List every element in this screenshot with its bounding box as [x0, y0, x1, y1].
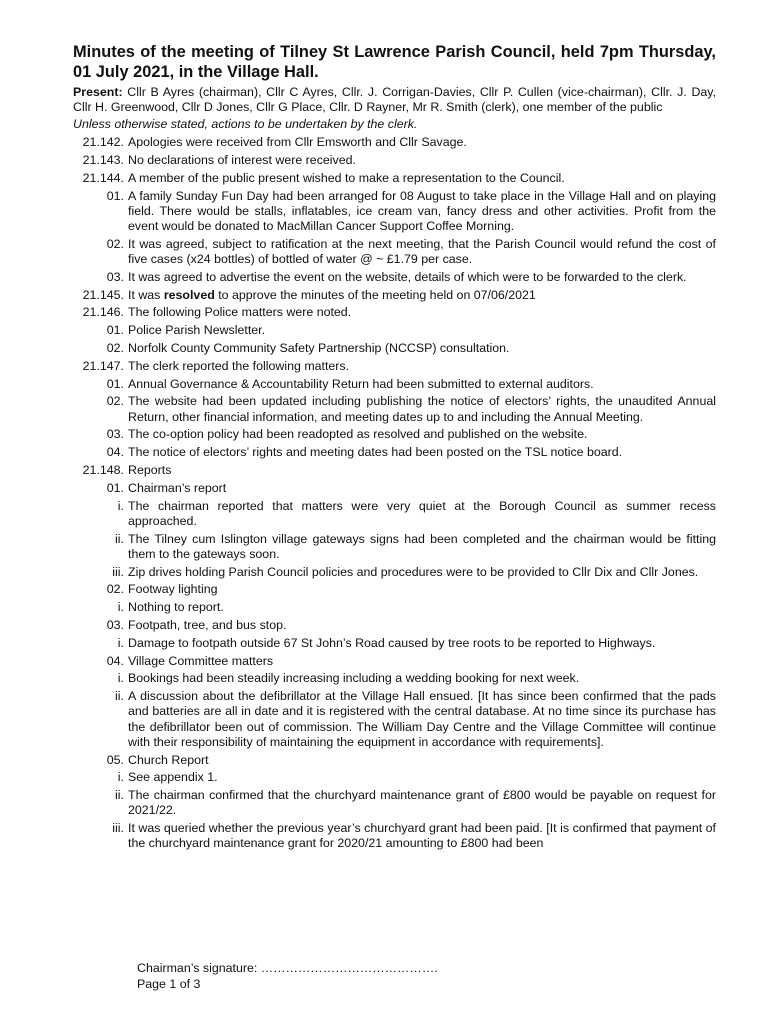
chairman-signature-line: Chairman’s signature: ……………………………………. — [137, 961, 438, 975]
item-number: 01. — [106, 188, 124, 203]
minute-subsubitem — [73, 499, 716, 529]
minute-item — [73, 463, 716, 478]
item-number: ii. — [115, 788, 124, 803]
minute-subsubitem — [73, 532, 716, 562]
item-text: Apologies were received from Cllr Emsworth and Cllr Savage. — [128, 135, 467, 150]
item-number: i. — [117, 498, 124, 513]
item-text: A member of the public present wished to make a representation to the Council. — [128, 170, 565, 185]
minute-subitem — [73, 427, 716, 442]
item-number: 21.144. — [82, 170, 124, 185]
minute-subsubitem — [73, 636, 716, 651]
item-text: Police Parish Newsletter. — [128, 323, 266, 338]
minute-subsubitem — [73, 788, 716, 818]
item-text: It was queried whether the previous year’s churchyard grant had been paid. [It is confirmed that payment of the churchyard maintenance grant for 2020/21 amounting to £800 had been — [128, 821, 716, 851]
minute-subitem — [73, 377, 716, 392]
item-text: The chairman confirmed that the churchyard maintenance grant of £800 would be payable on request for 2021/22. — [128, 788, 716, 818]
minute-subitem — [73, 323, 716, 338]
item-text: It was agreed to advertise the event on the website, details of which were to be forwarded to the clerk. — [128, 269, 687, 284]
minute-subsubitem — [73, 821, 716, 851]
minute-subitem — [73, 270, 716, 285]
item-number: 05. — [106, 752, 124, 767]
page-footer — [137, 960, 438, 992]
minute-subsubitem — [73, 565, 716, 580]
item-text: Nothing to report. — [128, 600, 224, 615]
item-text: Chairman’s report — [128, 480, 227, 495]
item-text: A family Sunday Fun Day had been arranged for 08 August to take place in the Village Hall and on playing field. There would be stalls, inflatables, ice cream van, fancy dress and other activities. Profit from the event would be donated to MacMillan Cancer Support Coffee Morning. — [128, 188, 716, 233]
item-number: 21.145. — [82, 287, 124, 302]
item-text: Zip drives holding Parish Council policies and procedures were to be provided to Cllr Dix and Cllr Jones. — [128, 564, 699, 579]
item-text: The following Police matters were noted. — [128, 305, 352, 320]
item-text: No declarations of interest were received. — [128, 153, 356, 167]
present-label: Present: — [73, 85, 123, 99]
item-number: 04. — [106, 445, 124, 460]
minute-subsubitem — [73, 600, 716, 615]
item-text: Village Committee matters — [128, 653, 274, 668]
item-number: 03. — [106, 269, 124, 284]
minute-subitem — [73, 341, 716, 356]
item-text: Footway lighting — [128, 582, 218, 597]
item-text: The Tilney cum Islington village gateways signs had been completed and the chairman would be fitting them to the gateways soon. — [128, 531, 716, 561]
item-number: 02. — [106, 582, 124, 597]
item-number: ii. — [115, 689, 124, 704]
present-paragraph — [73, 85, 716, 115]
minute-subitem — [73, 753, 716, 768]
item-number: 04. — [106, 653, 124, 668]
minute-item — [73, 305, 716, 320]
item-number: 02. — [106, 394, 124, 409]
item-number: ii. — [115, 531, 124, 546]
item-number: 03. — [106, 427, 124, 442]
item-text: Church Report — [128, 752, 209, 767]
minute-subitem — [73, 481, 716, 496]
item-text: Damage to footpath outside 67 St John’s Road caused by tree roots to be reported to Highways. — [128, 635, 656, 650]
item-text: The co-option policy had been readopted as resolved and published on the website. — [128, 427, 588, 442]
item-number: iii. — [112, 821, 124, 836]
minute-subitem — [73, 445, 716, 460]
item-number: 21.142. — [82, 135, 124, 150]
item-text: The notice of electors’ rights and meeting dates had been posted on the TSL notice board. — [128, 445, 623, 460]
minute-subsubitem — [73, 770, 716, 785]
minute-subsubitem — [73, 689, 716, 750]
item-number: 01. — [106, 323, 124, 338]
minute-item — [73, 153, 716, 168]
item-text-pre: It was — [128, 287, 164, 302]
item-number: 21.147. — [82, 358, 124, 373]
minute-subitem — [73, 394, 716, 424]
minutes-document — [73, 42, 716, 852]
item-text: A discussion about the defibrillator at the Village Hall ensued. [It has since been confirmed that the pads and batteries are all in date and it is registered with the central database. At no time since its purchase has the defibrillator been out of commission. The William Day Centre and the Village Committee will continue with their responsibility of maintaining the equipment in accordance with requirements]. — [128, 689, 716, 749]
item-text: The clerk reported the following matters. — [128, 358, 350, 373]
item-number: i. — [117, 770, 124, 785]
item-number: 02. — [106, 340, 124, 355]
item-text: Annual Governance & Accountability Return had been submitted to external auditors. — [128, 376, 594, 391]
item-number: iii. — [112, 564, 124, 579]
actions-note: Unless otherwise stated, actions to be undertaken by the clerk. — [73, 117, 418, 132]
item-text: Footpath, tree, and bus stop. — [128, 617, 287, 632]
item-number: 03. — [106, 617, 124, 632]
item-text: Bookings had been steadily increasing including a wedding booking for next week. — [128, 671, 580, 686]
item-text: The chairman reported that matters were very quiet at the Borough Council as summer recess approached. — [128, 498, 716, 528]
item-number: i. — [117, 600, 124, 615]
item-text: Norfolk County Community Safety Partnership (NCCSP) consultation. — [128, 340, 510, 355]
minute-item — [73, 359, 716, 374]
minute-subsubitem — [73, 671, 716, 686]
document-title: Minutes of the meeting of Tilney St Lawrence Parish Council, held 7pm Thursday, 01 July 2021, in the Village Hall. — [73, 43, 716, 81]
item-text: The website had been updated including publishing the notice of electors’ rights, the unaudited Annual Return, other financial information, and meeting dates up to and including the Annual Meeting. — [128, 394, 716, 424]
item-number: i. — [117, 671, 124, 686]
present-list: Cllr B Ayres (chairman), Cllr C Ayres, Cllr. J. Corrigan-Davies, Cllr P. Cullen (vice-chairman), Cllr. J. Day, Cllr H. Greenwood, Cllr D Jones, Cllr G Place, Cllr. D Rayner, Mr R. Smith (clerk), one member of the public — [73, 85, 716, 115]
minute-subitem — [73, 189, 716, 235]
item-number: 01. — [106, 376, 124, 391]
item-number: i. — [117, 635, 124, 650]
item-number: 21.143. — [82, 153, 124, 167]
item-number: 02. — [106, 236, 124, 251]
minute-subitem — [73, 618, 716, 633]
item-text: Reports — [128, 462, 172, 477]
minute-subitem — [73, 654, 716, 669]
minute-item — [73, 135, 716, 150]
minute-subitem — [73, 237, 716, 267]
item-text: It was agreed, subject to ratification at the next meeting, that the Parish Council would refund the cost of five cases (x24 bottles) of bottled of water @ ~ £1.79 per case. — [128, 236, 716, 266]
item-number: 21.146. — [82, 305, 124, 320]
resolved-keyword: resolved — [163, 287, 215, 302]
minute-subitem — [73, 582, 716, 597]
item-text — [124, 288, 716, 303]
page-number: Page 1 of 3 — [137, 977, 201, 991]
minute-item — [73, 288, 716, 303]
item-number: 01. — [106, 480, 124, 495]
item-text: See appendix 1. — [128, 770, 218, 785]
minute-item — [73, 171, 716, 186]
item-text-post: to approve the minutes of the meeting held on 07/06/2021 — [214, 287, 536, 302]
item-number: 21.148. — [82, 462, 124, 477]
